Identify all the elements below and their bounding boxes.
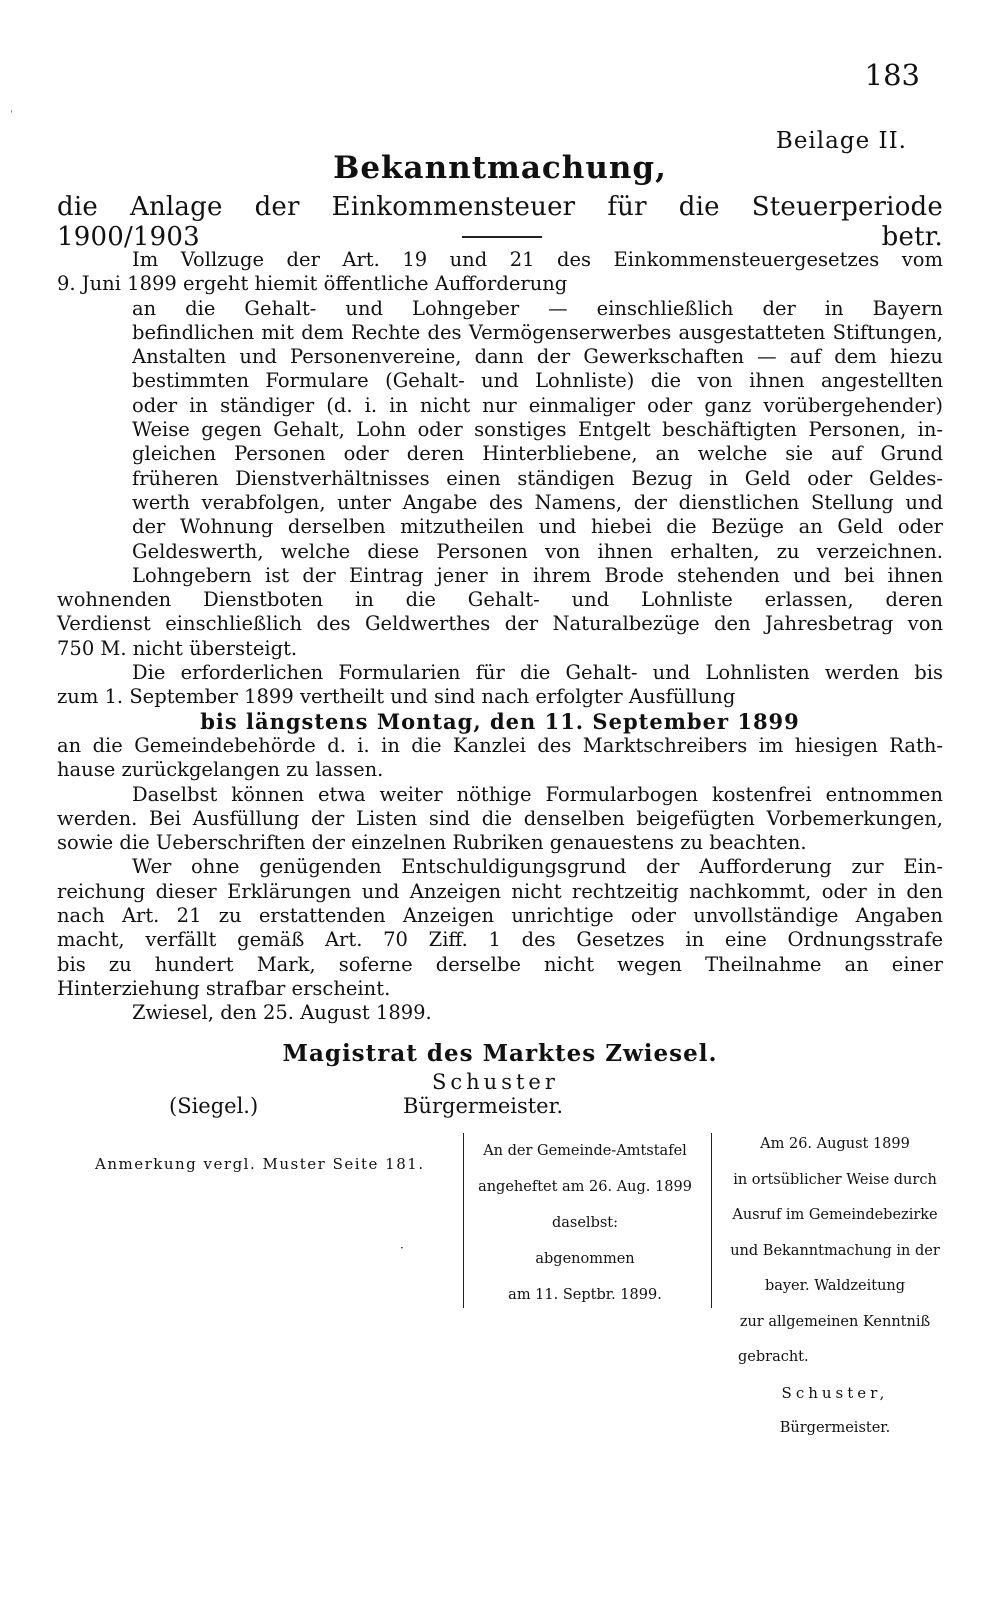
body-text <box>57 248 943 1026</box>
announcement-record <box>720 1127 950 1447</box>
body-line: 9. Juni 1899 ergeht hiemit öffentliche Aufforderung <box>57 272 568 296</box>
posting-record <box>470 1133 700 1313</box>
announcement-line: Ausruf im Gemeindebezirke <box>732 1207 938 1223</box>
body-line: bis zu hundert Mark, soferne derselbe nicht wegen Theilnahme an einer <box>57 952 943 976</box>
body-line: hause zurückgelangen zu lassen. <box>57 758 384 782</box>
title-divider <box>462 236 542 238</box>
body-line: Im Vollzuge der Art. 19 und 21 des Einkommensteuergesetzes vom <box>132 248 943 271</box>
body-line: Daselbst können etwa weiter nöthige Formularbogen kostenfrei entnommen <box>132 782 943 806</box>
body-line: an die Gehalt- und Lohngeber — einschließlich der in Bayern <box>132 296 943 320</box>
body-line: bestimmten Formulare (Gehalt- und Lohnliste) die von ihnen angestellten <box>132 369 943 393</box>
body-line: nach Art. 21 zu erstattenden Anzeigen unrichtige oder unvollständige Angaben <box>57 904 943 928</box>
body-line: sowie die Ueberschriften der einzelnen Rubriken genauestens zu beachten. <box>57 831 807 855</box>
body-line: an die Gemeindebehörde d. i. in die Kanzlei des Marktschreibers im hiesigen Rath- <box>57 733 943 757</box>
announcement-line: Am 26. August 1899 <box>760 1136 910 1152</box>
body-line: Verdienst einschließlich des Geldwerthes der Naturalbezüge den Jahresbetrag von <box>57 612 943 636</box>
posting-line: An der Gemeinde-Amtstafel <box>483 1143 687 1159</box>
body-line: Weise gegen Gehalt, Lohn oder sonstiges Entgelt beschäftigten Personen, in- <box>132 418 943 442</box>
announcement-line: zur allgemeinen Kenntniß <box>739 1313 931 1330</box>
announcement-line: bayer. Waldzeitung <box>764 1278 906 1294</box>
body-line: werth verabfolgen, unter Angabe des Namens, der dienstlichen Stellung und <box>132 490 943 514</box>
body-line: wohnenden Dienstboten in die Gehalt- und Lohnliste erlassen, deren <box>57 588 943 612</box>
announcement-line: und Bekanntmachung in der <box>730 1242 940 1259</box>
mayor-title: Bürgermeister. <box>403 1094 564 1118</box>
body-line: Die erforderlichen Formularien für die Gehalt- und Lohnlisten werden bis <box>132 661 943 685</box>
document-subtitle: die Anlage der Einkommensteuer für die Steuerperiode 1900/1903 betr. <box>57 192 943 252</box>
body-line: 750 M. nicht übersteigt. <box>57 636 298 660</box>
footnote: Anmerkung vergl. Muster Seite 181. <box>95 1155 425 1173</box>
body-line: Hinterziehung strafbar erscheint. <box>57 976 391 1000</box>
body-line: Wer ohne genügenden Entschuldigungsgrund der Aufforderung zur Ein- <box>132 855 943 879</box>
body-line: macht, verfällt gemäß Art. 70 Ziff. 1 des Gesetzes in eine Ordnungsstrafe <box>57 928 943 952</box>
body-line: werden. Bei Ausfüllung der Listen sind die denselben beigefügten Vorbemerkungen, <box>57 806 943 830</box>
body-line: der Wohnung derselben mitzutheilen und hiebei die Bezüge an Geld oder <box>132 515 943 539</box>
mayor-name: Schuster <box>432 1070 559 1094</box>
issuing-authority: Magistrat des Marktes Zwiesel. <box>282 1040 718 1067</box>
posting-line: angeheftet am 26. Aug. 1899 <box>478 1179 692 1195</box>
posting-line: daselbst: <box>551 1215 619 1231</box>
body-line: Anstalten und Personenvereine, dann der Gewerkschaften — auf dem hiezu <box>132 345 943 369</box>
announcement-line: gebracht. <box>738 1349 809 1365</box>
body-line: Lohngebern ist der Eintrag jener in ihrem Brode stehenden und bei ihnen <box>132 563 943 587</box>
body-line: reichung dieser Erklärungen und Anzeigen nicht rechtzeitig nachkommt, oder in den <box>57 879 943 903</box>
scan-mark: ˌ <box>10 103 13 114</box>
document-title: Bekanntmachung, <box>333 150 667 186</box>
footer-signature-name: Schuster, <box>781 1383 889 1402</box>
column-divider-left <box>463 1133 464 1308</box>
posting-line: abgenommen <box>535 1251 635 1267</box>
body-line: bis längstens Montag, den 11. September 1899 <box>200 708 800 734</box>
body-line: früheren Dienstverhältnisses einen ständigen Bezug in Geld oder Geldes- <box>132 466 943 490</box>
body-line: oder in ständiger (d. i. in nicht nur einmaliger oder ganz vorübergehender) <box>132 393 943 417</box>
posting-line: am 11. Septbr. 1899. <box>508 1287 662 1303</box>
footer-signature-title: Bürgermeister. <box>779 1420 891 1436</box>
body-line: befindlichen mit dem Rechte des Vermögenserwerbes ausgestatteten Stiftungen, <box>132 320 943 344</box>
scan-dot: · <box>400 1241 404 1255</box>
body-line: Geldeswerth, welche diese Personen von ihnen erhalten, zu verzeichnen. <box>132 539 943 563</box>
seal-note: (Siegel.) <box>169 1094 259 1118</box>
body-line: gleichen Personen oder deren Hinterbliebene, an welche sie auf Grund <box>132 442 943 466</box>
page-number: 183 <box>864 58 920 92</box>
supplement-label: Beilage II. <box>775 128 907 154</box>
announcement-line: in ortsüblicher Weise durch <box>733 1171 937 1188</box>
body-line: zum 1. September 1899 vertheilt und sind nach erfolgter Ausfüllung <box>57 685 736 709</box>
body-line: Zwiesel, den 25. August 1899. <box>132 1001 432 1025</box>
column-divider-right <box>711 1133 712 1308</box>
